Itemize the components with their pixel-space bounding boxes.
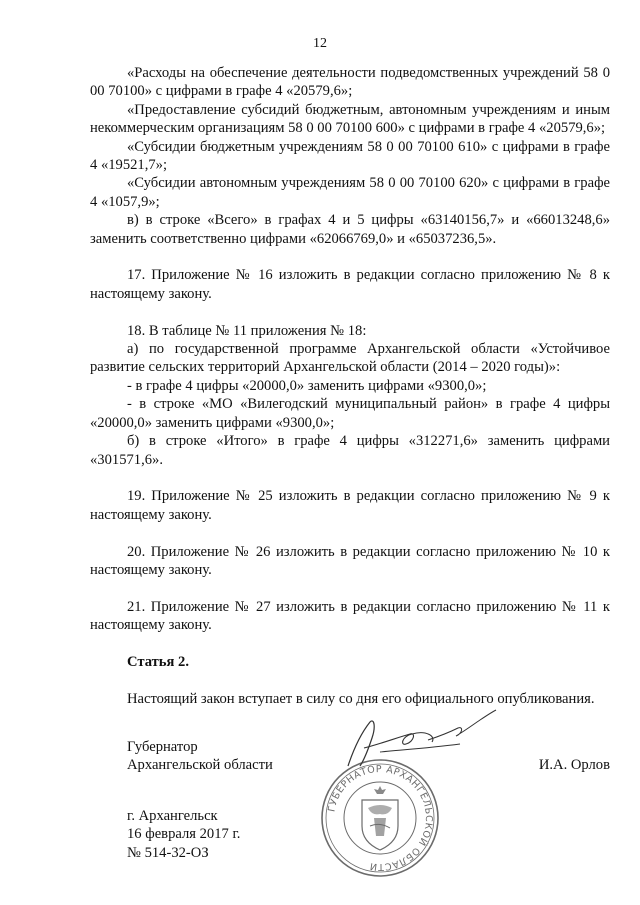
spacer (90, 469, 610, 487)
svg-text:ГУБЕРНАТОР АРХАНГЕЛЬСКОЙ ОБЛАС (326, 764, 434, 872)
handwritten-signature-icon (340, 708, 500, 772)
paragraph-item-18b: б) в строке «Итого» в графе 4 цифры «312271,6» заменить цифрами «301571,6». (90, 433, 610, 468)
place-date-block (127, 807, 240, 862)
signer-title-line1: Губернатор (127, 739, 198, 755)
paragraph-total-row: в) в строке «Всего» в графах 4 и 5 цифры «63140156,7» и «66013248,6» заменить соответственно цифрами «62066769,0» и «65037236,5». (90, 212, 610, 247)
article-heading: Статья 2. (127, 653, 189, 670)
article-text: Настоящий закон вступает в силу со дня его официального опубликования. (127, 690, 595, 707)
spacer (90, 248, 610, 266)
seal-text: ГУБЕРНАТОР АРХАНГЕЛЬСКОЙ ОБЛАСТИ (326, 763, 435, 873)
paragraph-item-18: 18. В таблице № 11 приложения № 18: (127, 322, 367, 339)
paragraph-item-18a: а) по государственной программе Архангельской области «Устойчивое развитие сельских территорий Архангельской области (2014 – 2020 годы)»: (90, 341, 610, 376)
page-number: 12 (313, 36, 327, 51)
document-body (90, 64, 610, 708)
paragraph-expenses: «Расходы на обеспечение деятельности подведомственных учреждений 58 0 00 70100» с цифрами в графе 4 «20579,6»; (90, 65, 610, 100)
paragraph-item-17: 17. Приложение № 16 изложить в редакции согласно приложению № 8 к настоящему закону. (90, 267, 610, 302)
paragraph-item-20: 20. Приложение № 26 изложить в редакции согласно приложению № 10 к настоящему закону. (90, 543, 610, 578)
official-seal-icon (318, 756, 442, 880)
paragraph-subsidies: «Предоставление субсидий бюджетным, автономным учреждениям и иным некоммерческим организациям 58 0 00 70100 600» с цифрами в графе 4 «20579,6»; (90, 101, 610, 137)
signer-name: И.А. Орлов (538, 757, 610, 774)
spacer (90, 635, 610, 653)
spacer (90, 303, 610, 321)
paragraph-item-19: 19. Приложение № 25 изложить в редакции согласно приложению № 9 к настоящему закону. (90, 488, 610, 523)
paragraph-autonomous-subsidies: «Субсидии автономным учреждениям 58 0 00 70100 620» с цифрами в графе 4 «1057,9»; (90, 175, 610, 210)
spacer (90, 524, 610, 542)
place-city: г. Архангельск (127, 808, 218, 824)
paragraph-item-18a-2: - в строке «МО «Вилегодский муниципальный район» в графе 4 цифры «20000,0» заменить цифрами «9300,0»; (90, 396, 610, 431)
document-number: № 514-32-ОЗ (127, 844, 209, 861)
spacer (90, 671, 610, 689)
document-date: 16 февраля 2017 г. (127, 826, 241, 843)
paragraph-item-21: 21. Приложение № 27 изложить в редакции согласно приложению № 11 к настоящему закону. (90, 598, 610, 634)
paragraph-item-18a-1: - в графе 4 цифры «20000,0» заменить цифрами «9300,0»; (127, 377, 487, 394)
spacer (90, 579, 610, 597)
paragraph-budget-subsidies: «Субсидии бюджетным учреждениям 58 0 00 70100 610» с цифрами в графе 4 «19521,7»; (90, 138, 610, 174)
signer-title-line2: Архангельской области (127, 757, 273, 774)
